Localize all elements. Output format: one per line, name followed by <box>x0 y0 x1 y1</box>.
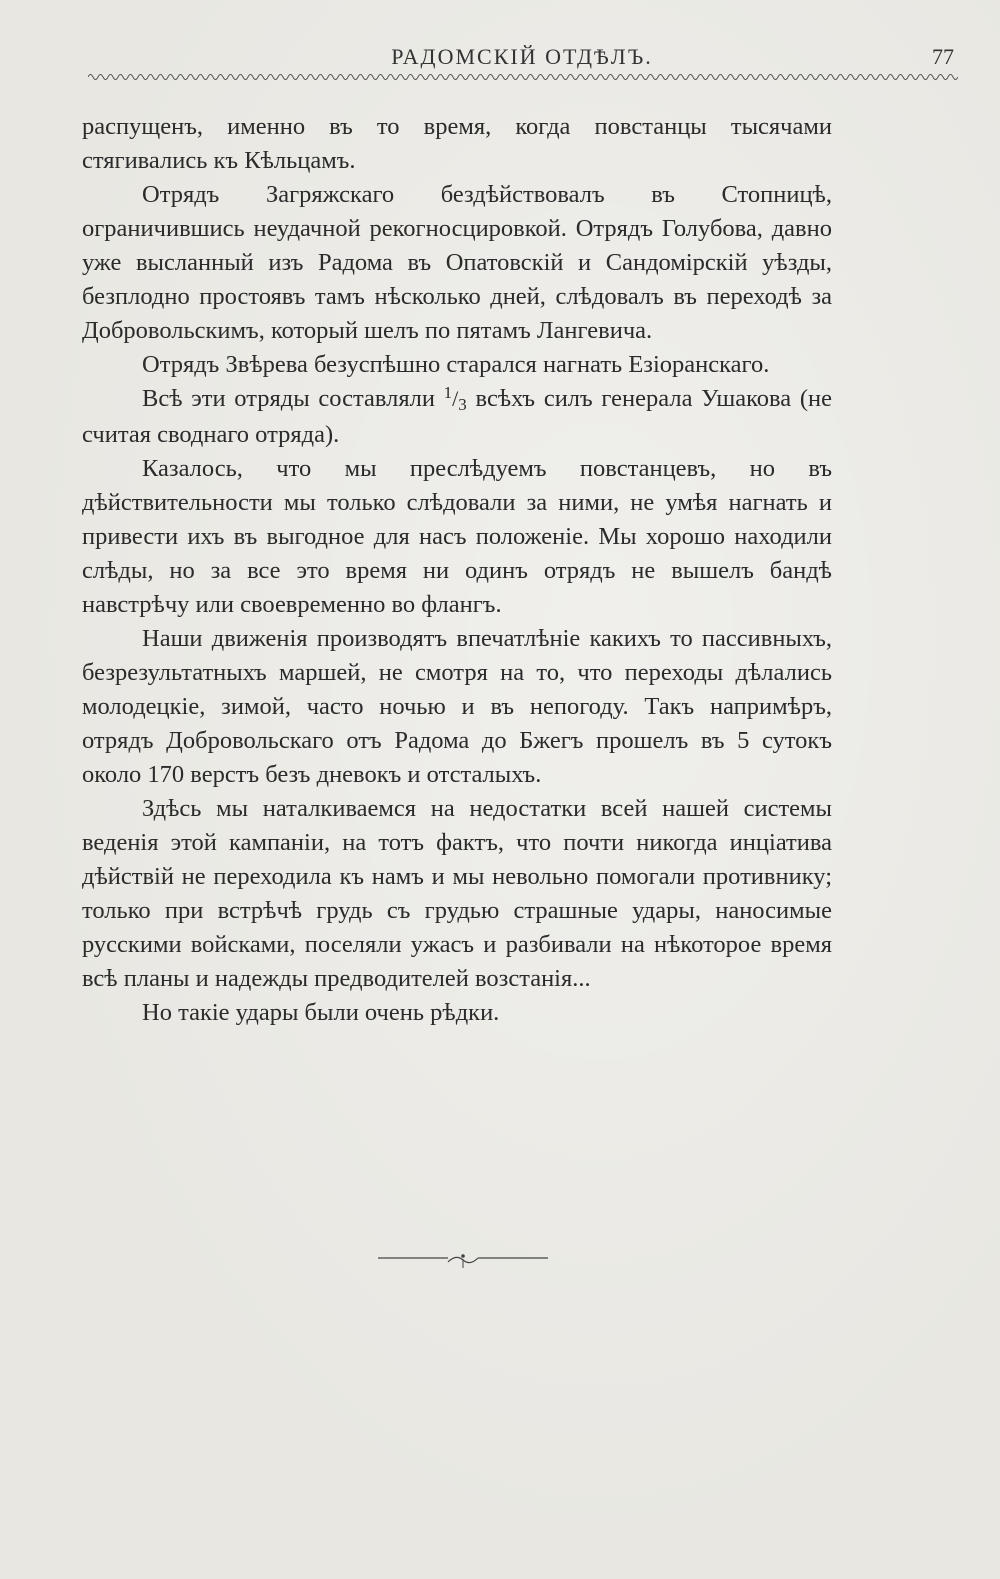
fraction-denominator: 3 <box>458 395 467 414</box>
page-number: 77 <box>932 44 954 69</box>
paragraph-5: Казалось, что мы преслѣдуемъ повстанцевъ, но въ дѣйствительности мы только слѣдовали за ними, не умѣя нагнать и привести ихъ въ выгодное для насъ положеніе. Мы хорошо находили слѣды, но за все это время ни одинъ отрядъ не вышелъ бандѣ навстрѣчу или своевременно во флангъ. <box>82 455 832 618</box>
paragraph-1: распущенъ, именно въ то время, когда повстанцы тысячами стягивались къ Кѣльцамъ. <box>82 113 832 174</box>
end-ornament <box>378 1250 548 1270</box>
paragraph-4-start: Всѣ эти отряды составляли <box>142 385 444 412</box>
paragraph-4-end: всѣхъ силъ генерала Ушакова (не считая своднаго отряда). <box>82 385 832 448</box>
fraction-numerator: 1 <box>443 383 453 402</box>
main-text <box>82 110 832 1030</box>
wavy-header-rule <box>88 70 958 84</box>
running-title: РАДОМСКІЙ ОТДѢЛЪ. <box>391 44 653 69</box>
paragraph-7: Здѣсь мы наталкиваемся на недостатки всей нашей системы веденія этой кампаніи, на тотъ фактъ, что почти никогда инціатива дѣйствій не переходила къ намъ и мы невольно помогали противнику; только при встрѣчѣ грудь съ грудью страшные удары, наносимые русскими войсками, поселяли ужасъ и разбивали на нѣкоторое время всѣ планы и надежды предводителей возстанія... <box>82 795 832 992</box>
paragraph-3: Отрядъ Звѣрева безуспѣшно старался нагнать Езіоранскаго. <box>142 351 770 378</box>
paragraph-6: Наши движенія производятъ впечатлѣніе какихъ то пассивныхъ, безрезультатныхъ маршей, не смотря на то, что переходы дѣлались молодецкіе, зимой, часто ночью и въ непогоду. Такъ напримѣръ, отрядъ Добровольскаго отъ Радома до Бжегъ прошелъ въ 5 сутокъ около 170 верстъ безъ дневокъ и отсталыхъ. <box>82 625 832 788</box>
paragraph-2: Отрядъ Загряжскаго бездѣйствовалъ въ Стопницѣ, ограничившись неудачной рекогносцировкой. Отрядъ Голубова, давно уже высланный изъ Радома въ Опатовскій и Сандомірскій уѣзды, безплодно простоявъ тамъ нѣсколько дней, слѣдовалъ въ переходѣ за Добровольскимъ, который шелъ по пятамъ Лангевича. <box>82 181 832 344</box>
paragraph-4 <box>82 382 832 452</box>
fraction-slash: / <box>452 386 459 411</box>
paragraph-8: Но такіе удары были очень рѣдки. <box>142 999 500 1026</box>
